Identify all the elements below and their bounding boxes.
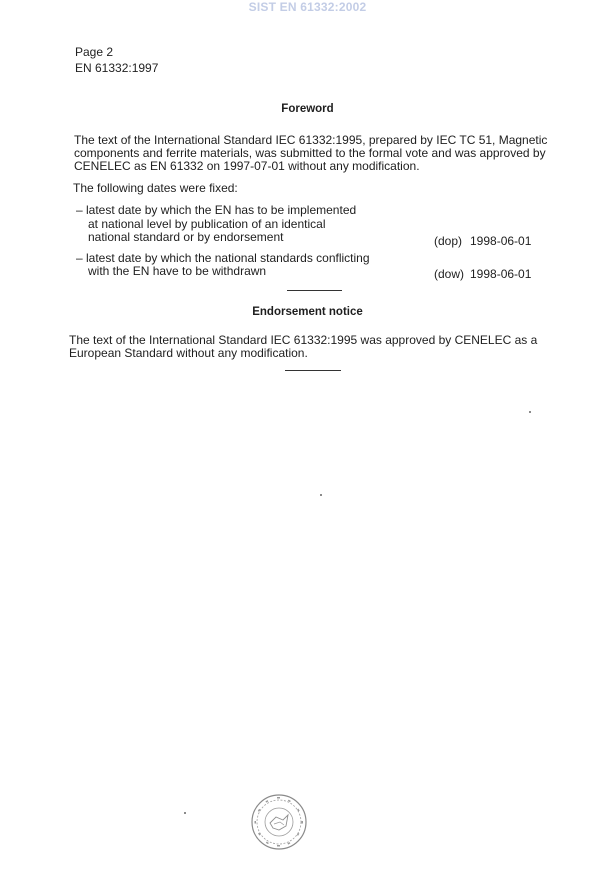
endorsement-heading: Endorsement notice (252, 306, 363, 318)
page-label: Page 2 (75, 45, 114, 59)
scan-speck (320, 494, 322, 496)
dow-code: (dow) (434, 267, 465, 281)
endorsement-line: The text of the International Standard IEC 61332:1995 was approved by CENELEC as a (69, 333, 538, 347)
scan-speck (529, 411, 531, 413)
foreword-paragraph (74, 134, 547, 173)
dop-code: (dop) (434, 234, 463, 248)
dow-date: 1998-06-01 (470, 267, 532, 281)
dates-intro: The following dates were fixed: (73, 181, 238, 195)
dop-date: 1998-06-01 (470, 234, 532, 248)
foreword-line: The text of the International Standard IEC 61332:1995, prepared by IEC TC 51, Magnetic (74, 133, 548, 147)
watermark: SIST EN 61332:2002 (248, 0, 367, 14)
foreword-heading: Foreword (281, 103, 334, 115)
scan-speck (184, 812, 186, 814)
foreword-line: CENELEC as EN 61332 on 1997-07-01 without any modification. (74, 159, 420, 173)
end-divider (285, 370, 341, 371)
endorsement-paragraph (69, 334, 537, 360)
dop-line: – latest date by which the EN has to be implemented (76, 203, 357, 217)
foreword-line: components and ferrite materials, was submitted to the formal vote and was approved by (74, 146, 546, 160)
dow-line: with the EN have to be withdrawn (88, 264, 267, 278)
section-divider (287, 290, 342, 291)
dop-line: at national level by publication of an identical (88, 217, 326, 231)
dow-line: – latest date by which the national standards conflicting (76, 251, 370, 265)
endorsement-line: European Standard without any modification. (69, 346, 308, 360)
document-id: EN 61332:1997 (75, 61, 159, 75)
dop-line: national standard or by endorsement (88, 230, 284, 244)
circular-stamp-icon (250, 793, 308, 851)
